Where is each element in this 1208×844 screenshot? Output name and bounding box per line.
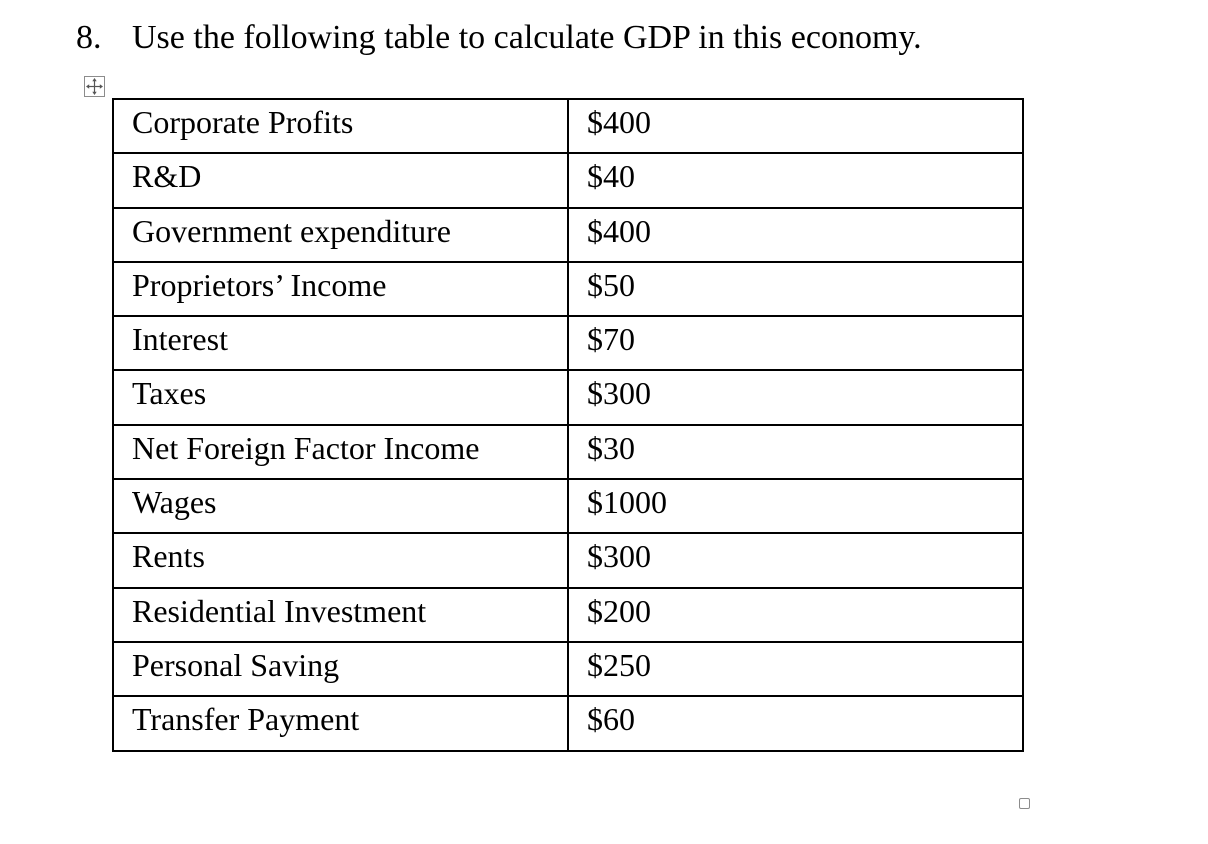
row-value: $200 [568,588,1023,642]
row-label: Corporate Profits [113,99,568,153]
table-row [113,262,1023,316]
table-row [113,153,1023,207]
row-value: $30 [568,425,1023,479]
gdp-data-table [112,98,1024,752]
row-label: Net Foreign Factor Income [113,425,568,479]
row-label: Proprietors’ Income [113,262,568,316]
row-value: $40 [568,153,1023,207]
row-label: Interest [113,316,568,370]
table-row [113,316,1023,370]
table-resize-handle-icon[interactable] [1019,798,1030,809]
table-row [113,533,1023,587]
table-row [113,425,1023,479]
row-value: $250 [568,642,1023,696]
table-row [113,642,1023,696]
table-move-handle-icon[interactable] [84,76,105,97]
question-number: 8. [76,19,102,56]
table-row [113,99,1023,153]
row-label: Government expenditure [113,208,568,262]
table-row [113,588,1023,642]
row-value: $400 [568,208,1023,262]
row-label: Residential Investment [113,588,568,642]
question-text: Use the following table to calculate GDP in this economy. [132,19,922,56]
row-value: $70 [568,316,1023,370]
table-row [113,696,1023,750]
row-label: Personal Saving [113,642,568,696]
row-label: Rents [113,533,568,587]
row-value: $400 [568,99,1023,153]
question-heading [76,14,922,62]
row-label: Wages [113,479,568,533]
table-row [113,479,1023,533]
row-label: R&D [113,153,568,207]
table-row [113,370,1023,424]
row-label: Transfer Payment [113,696,568,750]
row-value: $50 [568,262,1023,316]
row-label: Taxes [113,370,568,424]
row-value: $1000 [568,479,1023,533]
table-row [113,208,1023,262]
row-value: $60 [568,696,1023,750]
row-value: $300 [568,533,1023,587]
row-value: $300 [568,370,1023,424]
